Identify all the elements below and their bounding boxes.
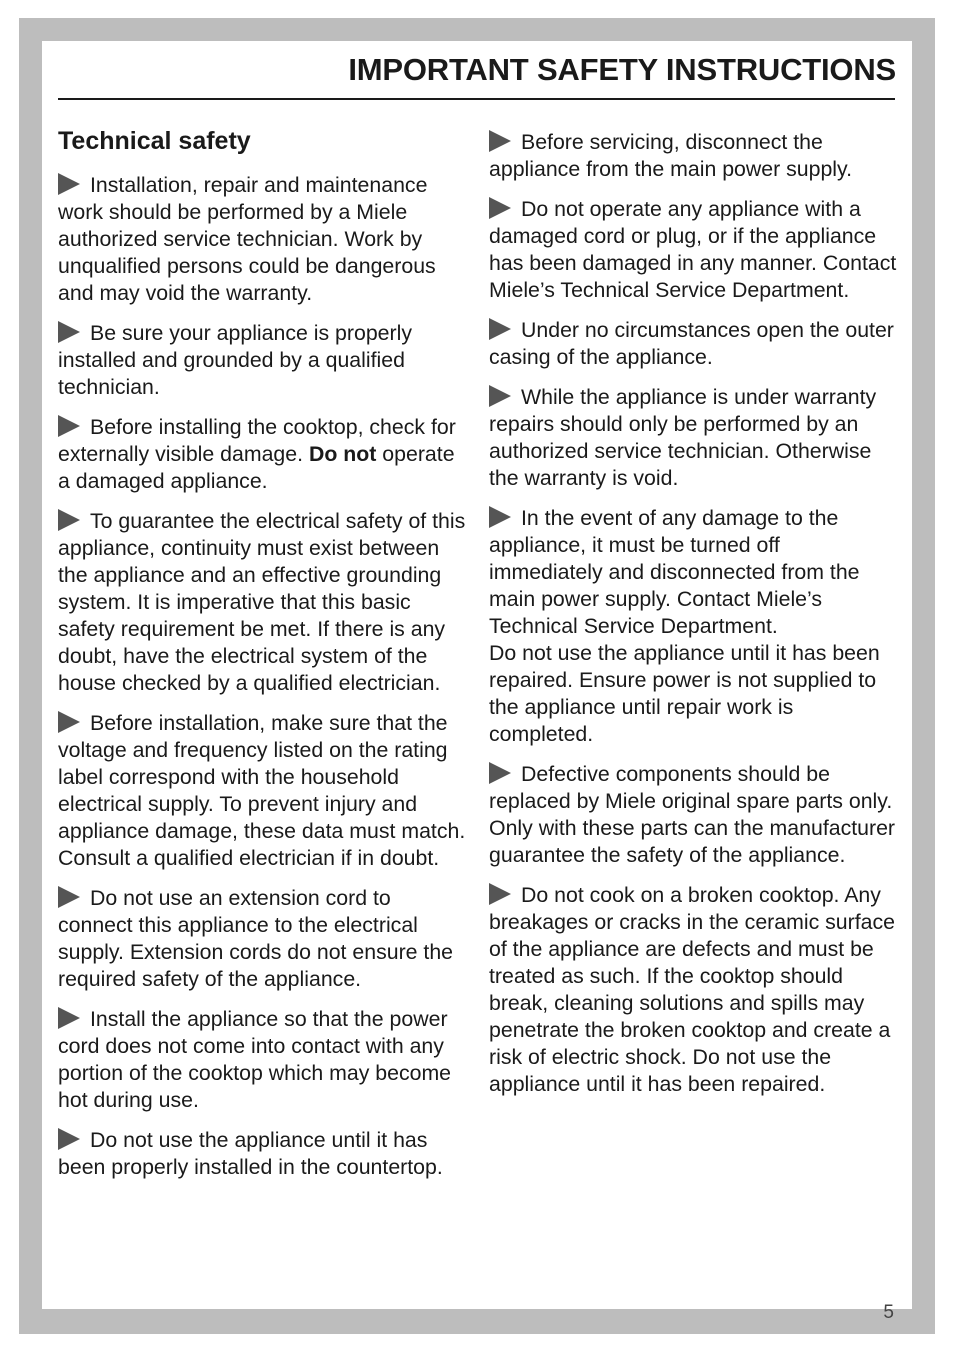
triangle-bullet-icon <box>489 385 511 407</box>
left-column <box>58 124 468 1194</box>
page-number: 5 <box>883 1302 894 1323</box>
triangle-bullet-icon <box>489 318 511 340</box>
triangle-bullet-icon <box>489 197 511 219</box>
right-column <box>489 129 899 1111</box>
instruction-item: Do not use the appliance until it has been properly installed in the countertop. <box>58 1128 443 1179</box>
instruction-item: In the event of any damage to the appliance, it must be turned off immediately and disconnected from the main power supply. Contact Miele’s Technical Service Department. Do not use the appliance until it has been repaired. Ensure power is not supplied to the appliance until repair work is completed. <box>489 506 880 746</box>
instruction-item: Defective components should be replaced by Miele original spare parts only. Only with these parts can the manufacturer guarantee the safety of the appliance. <box>489 762 896 867</box>
triangle-bullet-icon <box>58 886 80 908</box>
instruction-item: Do not operate any appliance with a damaged cord or plug, or if the appliance has been damaged in any manner. Contact Miele’s Technical Service Department. <box>489 197 897 302</box>
instruction-item: Before installation, make sure that the voltage and frequency listed on the rating label correspond with the household electrical supply. To prevent injury and appliance damage, these data must match. Consult a qualified electrician if in doubt. <box>58 711 466 870</box>
instruction-item: Do not cook on a broken cooktop. Any breakages or cracks in the ceramic surface of the appliance are defects and must be treated as such. If the cooktop should break, cleaning solutions and spills may penetrate the broken cooktop and create a risk of electric shock. Do not use the appliance until it has been repaired. <box>489 883 895 1096</box>
triangle-bullet-icon <box>58 173 80 195</box>
triangle-bullet-icon <box>58 1007 80 1029</box>
emphasis-text: Do not <box>308 442 377 466</box>
triangle-bullet-icon <box>489 130 511 152</box>
section-heading: Technical safety <box>58 127 251 155</box>
triangle-bullet-icon <box>58 509 80 531</box>
instruction-item: To guarantee the electrical safety of this appliance, continuity must exist between the appliance and an effective grounding system. It is imperative that this basic safety requirement be met. If there is any doubt, have the electrical system of the house checked by a qualified electrician. <box>58 509 466 695</box>
header-rule <box>58 98 895 100</box>
page-title: IMPORTANT SAFETY INSTRUCTIONS <box>348 52 896 87</box>
instruction-item: Do not use an extension cord to connect this appliance to the electrical supply. Extension cords do not ensure the required safety of the appliance. <box>58 886 454 991</box>
instruction-item: Under no circumstances open the outer casing of the appliance. <box>489 318 894 369</box>
triangle-bullet-icon <box>58 321 80 343</box>
triangle-bullet-icon <box>489 883 511 905</box>
triangle-bullet-icon <box>58 415 80 437</box>
instruction-item: While the appliance is under warranty repairs should only be performed by an authorized service technician. Otherwise the warranty is void. <box>489 385 877 490</box>
triangle-bullet-icon <box>489 506 511 528</box>
instruction-item: Installation, repair and maintenance work should be performed by a Miele authorized service technician. Work by unqualified persons could be dangerous and may void the warranty. <box>58 173 436 305</box>
instruction-item: Before servicing, disconnect the appliance from the main power supply. <box>489 130 853 181</box>
triangle-bullet-icon <box>489 762 511 784</box>
triangle-bullet-icon <box>58 1128 80 1150</box>
instruction-item: Install the appliance so that the power cord does not come into contact with any portion of the cooktop which may become hot during use. <box>58 1007 452 1112</box>
triangle-bullet-icon <box>58 711 80 733</box>
instruction-item: Be sure your appliance is properly installed and grounded by a qualified technician. <box>58 321 412 399</box>
instruction-item: Before installing the cooktop, check for externally visible damage. Do not operate a damaged appliance. <box>58 415 456 493</box>
